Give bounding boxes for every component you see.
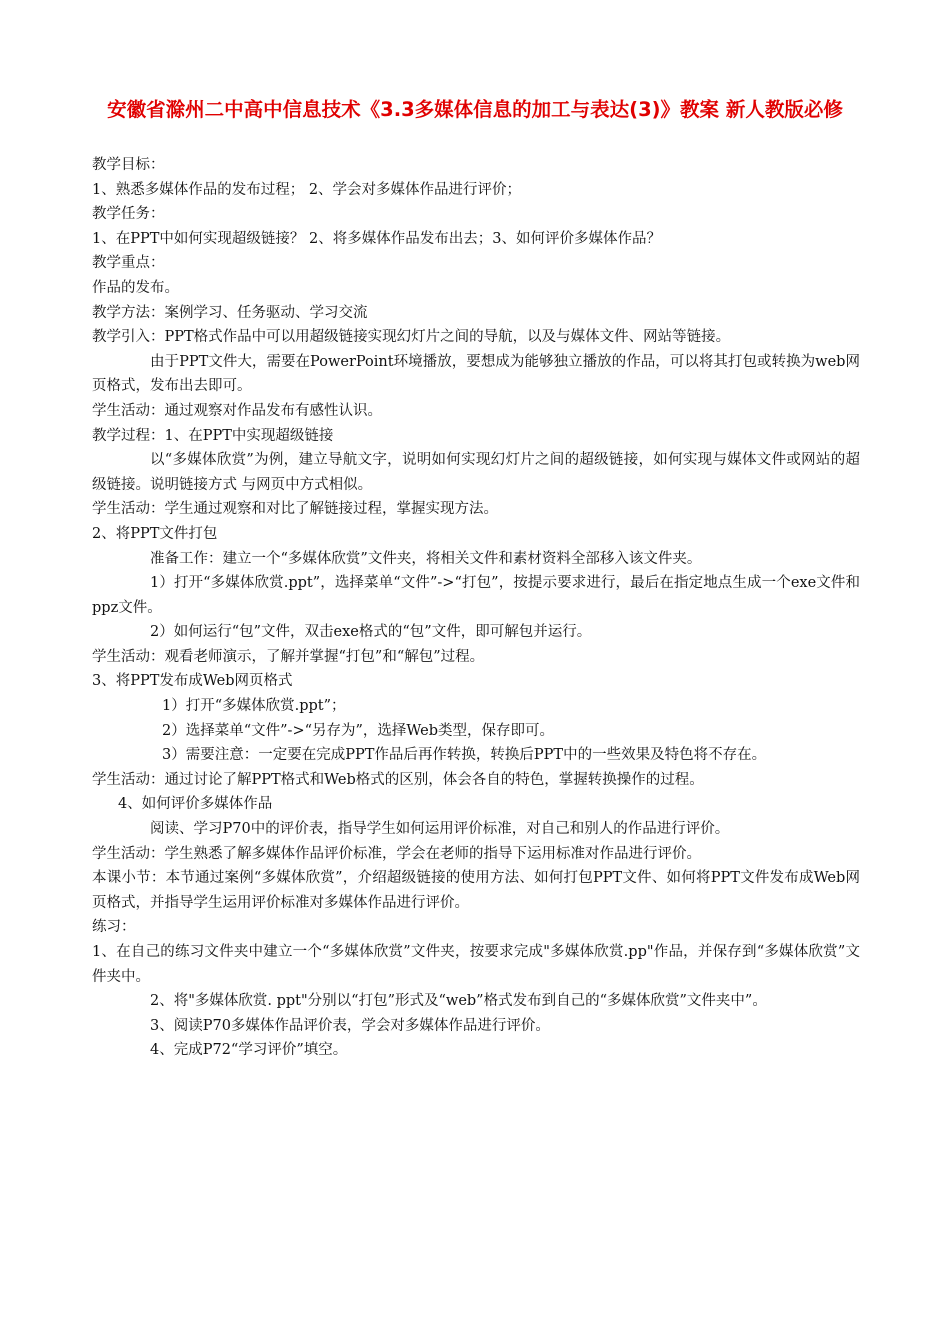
paragraph: 3、阅读P70多媒体作品评价表，学会对多媒体作品进行评价。	[150, 1017, 550, 1034]
paragraph: 1）打开“多媒体欣赏.ppt”，选择菜单“文件”->“打包”，按提示要求进行，最后在指定地点生成一个exe文件和ppz文件。	[92, 575, 860, 616]
paragraph: 以“多媒体欣赏”为例，建立导航文字，说明如何实现幻灯片之间的超级链接，如何实现与媒体文件或网站的超级链接。说明链接方式 与网页中方式相似。	[92, 452, 860, 493]
paragraph: 本课小节：本节通过案例“多媒体欣赏”，介绍超级链接的使用方法、如何打包PPT文件、如何将PPT文件发布成Web网页格式，并指导学生运用评价标准对多媒体作品进行评价。	[92, 870, 860, 911]
paragraph: 1、在PPT中如何实现超级链接？ 2、将多媒体作品发布出去；3、如何评价多媒体作品？	[92, 230, 661, 247]
paragraph: 1）打开“多媒体欣赏.ppt”；	[162, 698, 346, 715]
paragraph: 学生活动：通过观察对作品发布有感性认识。	[92, 402, 382, 419]
paragraph: 练习：	[92, 919, 136, 936]
paragraph: 2、将PPT文件打包	[92, 525, 218, 542]
paragraph: 由于PPT文件大，需要在PowerPoint环境播放，要想成为能够独立播放的作品，可以将其打包或转换为web网页格式，发布出去即可。	[92, 353, 860, 395]
paragraph: 4、完成P72“学习评价”填空。	[150, 1042, 348, 1059]
paragraph: 教学过程：1、在PPT中实现超级链接	[92, 427, 334, 444]
paragraph: 学生活动：学生熟悉了解多媒体作品评价标准，学会在老师的指导下运用标准对作品进行评价。	[92, 845, 701, 862]
paragraph: 2）如何运行“包”文件，双击exe格式的“包”文件，即可解包并运行。	[150, 624, 592, 641]
paragraph: 1、在自己的练习文件夹中建立一个“多媒体欣赏”文件夹，按要求完成"多媒体欣赏.pp"作品，并保存到“多媒体欣赏”文件夹中。	[92, 944, 860, 985]
paragraph: 教学引入：PPT格式作品中可以用超级链接实现幻灯片之间的导航，以及与媒体文件、网站等链接。	[92, 329, 731, 346]
paragraph: 学生活动：通过讨论了解PPT格式和Web格式的区别，体会各自的特色，掌握转换操作的过程。	[92, 771, 704, 788]
paragraph: 学生活动：观看老师演示，了解并掌握“打包”和“解包”过程。	[92, 648, 485, 665]
paragraph: 准备工作：建立一个“多媒体欣赏”文件夹，将相关文件和素材资料全部移入该文件夹。	[150, 550, 702, 567]
paragraph: 学生活动：学生通过观察和对比了解链接过程，掌握实现方法。	[92, 501, 498, 518]
paragraph: 3、将PPT发布成Web网页格式	[92, 673, 293, 690]
paragraph: 教学任务：	[92, 206, 165, 223]
paragraph: 教学目标：	[92, 157, 165, 173]
paragraph: 教学方法：案例学习、任务驱动、学习交流	[92, 304, 368, 321]
paragraph: 教学重点：	[92, 255, 165, 272]
document-body	[92, 153, 860, 1063]
paragraph: 2）选择菜单“文件”->“另存为”，选择Web类型，保存即可。	[162, 722, 555, 739]
paragraph: 2、将"多媒体欣赏. ppt"分别以“打包”形式及“web”格式发布到自己的“多媒体欣赏”文件夹中”。	[150, 993, 767, 1010]
paragraph: 3）需要注意：一定要在完成PPT作品后再作转换，转换后PPT中的一些效果及特色将不存在。	[162, 747, 767, 764]
paragraph: 4、如何评价多媒体作品	[118, 796, 273, 813]
paragraph: 作品的发布。	[92, 279, 179, 296]
paragraph: 阅读、学习P70中的评价表，指导学生如何运用评价标准，对自己和别人的作品进行评价。	[150, 821, 730, 838]
document-title: 安徽省滁州二中高中信息技术《3.3多媒体信息的加工与表达(3)》教案 新人教版必修	[107, 98, 843, 121]
paragraph: 1、熟悉多媒体作品的发布过程； 2、学会对多媒体作品进行评价；	[92, 181, 522, 198]
